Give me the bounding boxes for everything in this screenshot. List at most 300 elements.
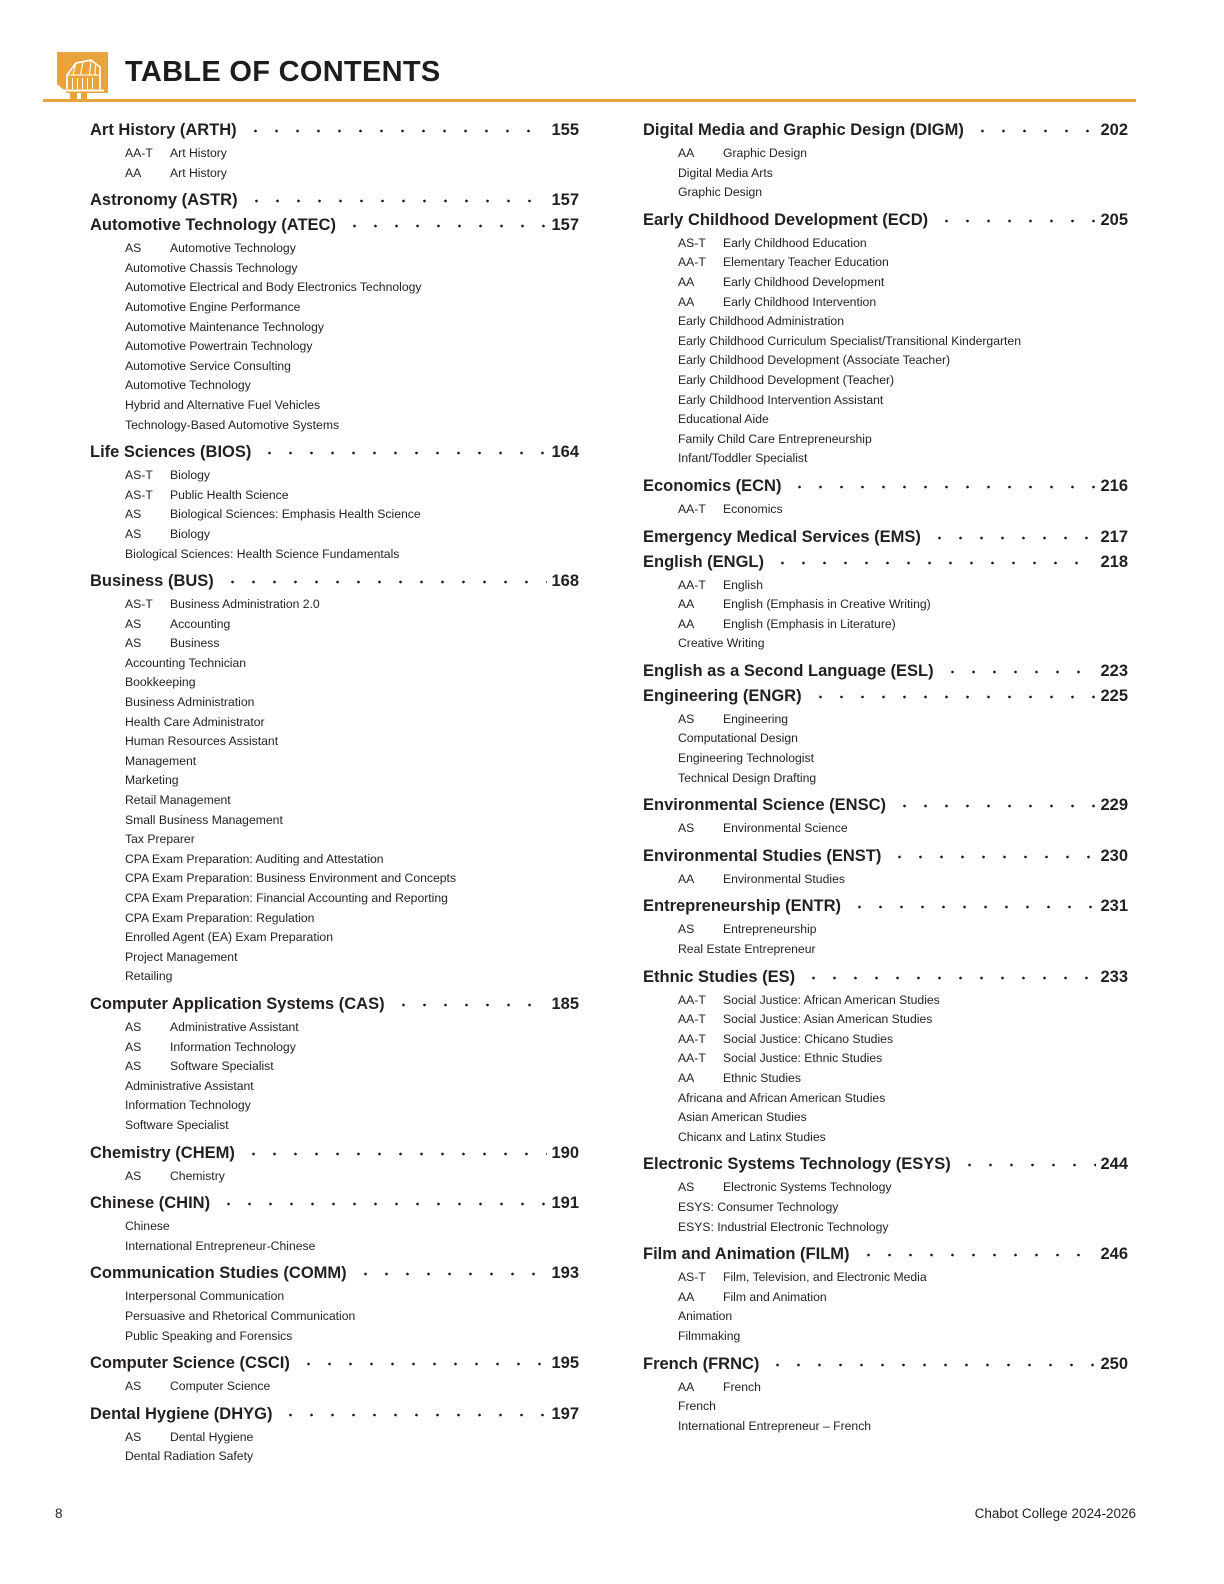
program-name: Biology <box>170 468 210 483</box>
toc-program-item <box>90 278 579 298</box>
toc-heading-title: Engineering (ENGR) <box>643 686 802 705</box>
toc-program-list <box>643 920 1128 959</box>
toc-heading-title: Dental Hygiene (DHYG) <box>90 1404 273 1423</box>
footer-catalog-edition: Chabot College 2024-2026 <box>974 1506 1136 1521</box>
toc-program-item <box>643 769 1128 789</box>
program-name: Accounting Technician <box>125 655 247 670</box>
dot-leader <box>772 561 1096 565</box>
toc-program-item <box>90 239 579 259</box>
program-name: Art History <box>170 165 227 180</box>
toc-program-item <box>90 376 579 396</box>
toc-program-item <box>643 1397 1128 1417</box>
program-name: Elementary Teacher Education <box>723 255 889 270</box>
toc-column-right <box>643 119 1128 1442</box>
toc-program-list <box>643 819 1128 839</box>
toc-program-item <box>90 595 579 615</box>
program-name: Administrative Assistant <box>170 1019 299 1034</box>
toc-program-item <box>90 525 579 545</box>
program-name: Technical Design Drafting <box>678 770 817 785</box>
degree-code: AS-T <box>678 1270 706 1285</box>
degree-code: AA <box>678 146 695 160</box>
program-name: Early Childhood Administration <box>678 314 844 329</box>
toc-heading-title: Computer Science (CSCI) <box>90 1354 290 1373</box>
toc-program-item <box>90 1287 579 1307</box>
toc-program-item <box>90 928 579 948</box>
degree-code: AA <box>678 597 695 612</box>
toc-program-list <box>643 710 1128 788</box>
toc-heading-title: Early Childhood Development (ECD) <box>643 210 929 229</box>
toc-heading-row <box>90 119 579 141</box>
toc-program-item <box>90 164 579 184</box>
toc-heading-row <box>643 685 1128 707</box>
toc-program-item <box>643 293 1128 313</box>
program-name: Tax Preparer <box>125 832 195 847</box>
page-title: TABLE OF CONTENTS <box>125 56 441 88</box>
program-name: English (Emphasis in Literature) <box>723 616 896 631</box>
toc-program-list <box>90 1167 579 1187</box>
dot-leader <box>942 670 1097 674</box>
toc-heading-title: Ethnic Studies (ES) <box>643 967 796 986</box>
program-name: Environmental Science <box>723 821 848 836</box>
toc-heading-title: Economics (ECN) <box>643 476 782 495</box>
toc-program-list <box>643 1378 1128 1437</box>
toc-program-item <box>90 1237 579 1257</box>
toc-program-item <box>90 752 579 772</box>
dot-leader <box>344 224 548 228</box>
toc-program-item <box>90 889 579 909</box>
toc-program-list <box>90 1428 579 1467</box>
toc-page-number: 195 <box>551 1354 579 1373</box>
toc-program-item <box>643 1218 1128 1238</box>
program-name: Information Technology <box>125 1098 251 1113</box>
toc-program-item <box>643 273 1128 293</box>
dot-leader <box>393 1003 548 1007</box>
program-name: Administrative Assistant <box>125 1078 254 1093</box>
toc-program-item <box>90 771 579 791</box>
toc-program-item <box>643 729 1128 749</box>
toc-program-item <box>643 595 1128 615</box>
toc-section <box>90 189 579 211</box>
toc-section <box>643 209 1128 469</box>
toc-program-list <box>643 576 1128 654</box>
degree-code: AA-T <box>678 255 706 270</box>
chabot-college-logo <box>50 52 108 102</box>
toc-program-item <box>643 1178 1128 1198</box>
program-name: Engineering <box>723 711 789 726</box>
toc-program-item <box>90 791 579 811</box>
toc-program-item <box>90 830 579 850</box>
toc-program-item <box>90 396 579 416</box>
toc-heading-row <box>643 895 1128 917</box>
degree-code: AS <box>125 507 142 522</box>
toc-heading-title: Communication Studies (COMM) <box>90 1264 347 1283</box>
program-name: Retailing <box>125 969 173 984</box>
degree-code: AS <box>125 1039 142 1054</box>
toc-section <box>643 895 1128 959</box>
toc-heading-title: Environmental Science (ENSC) <box>643 796 886 815</box>
program-name: CPA Exam Preparation: Regulation <box>125 910 315 925</box>
degree-code: AS <box>125 1168 142 1183</box>
program-name: Asian American Studies <box>678 1110 807 1125</box>
program-name: English <box>723 577 763 592</box>
program-name: Computational Design <box>678 731 798 746</box>
toc-program-item <box>90 1018 579 1038</box>
toc-section <box>643 660 1128 682</box>
toc-program-list <box>643 1178 1128 1237</box>
toc-program-item <box>643 1030 1128 1050</box>
dot-leader <box>767 1363 1096 1367</box>
program-name: Filmmaking <box>678 1328 741 1343</box>
dot-leader <box>889 855 1096 859</box>
program-name: Digital Media Arts <box>678 165 773 180</box>
program-name: Small Business Management <box>125 812 283 827</box>
dot-leader <box>803 976 1096 980</box>
toc-section <box>90 1352 579 1397</box>
toc-page-number: 168 <box>551 572 579 591</box>
toc-program-item <box>90 416 579 436</box>
program-name: Automotive Technology <box>170 241 296 256</box>
toc-program-item <box>90 337 579 357</box>
dot-leader <box>849 905 1096 909</box>
toc-heading-row <box>90 1262 579 1284</box>
toc-page-number: 155 <box>551 121 579 139</box>
dot-leader <box>929 536 1097 540</box>
degree-code: AA <box>125 165 142 180</box>
toc-program-list <box>90 466 579 564</box>
toc-program-item <box>90 713 579 733</box>
toc-program-item <box>90 1447 579 1467</box>
program-name: Chicanx and Latinx Studies <box>678 1129 826 1144</box>
toc-heading-title: Digital Media and Graphic Design (DIGM) <box>643 121 964 139</box>
degree-code: AS <box>125 1379 142 1394</box>
program-name: Early Childhood Intervention <box>723 294 877 309</box>
toc-page-number: 246 <box>1100 1245 1128 1264</box>
toc-section <box>90 1142 579 1187</box>
toc-program-item <box>643 1288 1128 1308</box>
toc-program-list <box>90 1018 579 1136</box>
toc-section <box>643 1353 1128 1437</box>
dot-leader <box>789 485 1096 489</box>
toc-program-item <box>643 870 1128 890</box>
program-name: ESYS: Consumer Technology <box>678 1199 839 1214</box>
program-name: CPA Exam Preparation: Auditing and Attestation <box>125 851 384 866</box>
toc-heading-row <box>643 794 1128 816</box>
degree-code: AS <box>125 1059 142 1074</box>
toc-program-item <box>643 1378 1128 1398</box>
toc-program-item <box>90 144 579 164</box>
toc-program-item <box>90 615 579 635</box>
toc-program-item <box>90 1096 579 1116</box>
toc-section <box>90 441 579 564</box>
program-name: Automotive Chassis Technology <box>125 260 298 275</box>
toc-section <box>643 845 1128 890</box>
toc-program-list <box>90 1287 579 1346</box>
toc-heading-title: Business (BUS) <box>90 572 214 591</box>
toc-page-number: 233 <box>1100 967 1128 986</box>
toc-section <box>90 1262 579 1346</box>
program-name: Early Childhood Development <box>723 274 885 289</box>
degree-code: AS <box>678 1180 695 1195</box>
toc-page-number: 244 <box>1100 1155 1128 1174</box>
program-name: Environmental Studies <box>723 871 845 886</box>
degree-code: AS <box>125 1019 142 1034</box>
degree-code: AA <box>678 294 695 309</box>
toc-heading-title: Emergency Medical Services (EMS) <box>643 527 921 546</box>
toc-program-list <box>643 234 1128 469</box>
toc-program-item <box>90 1327 579 1347</box>
toc-page-number: 197 <box>551 1404 579 1423</box>
program-name: Information Technology <box>170 1039 296 1054</box>
program-name: Automotive Engine Performance <box>125 299 301 314</box>
toc-program-item <box>90 909 579 929</box>
degree-code: AS <box>125 241 142 256</box>
program-name: Accounting <box>170 616 231 631</box>
toc-heading-title: Electronic Systems Technology (ESYS) <box>643 1155 951 1174</box>
toc-program-item <box>643 1307 1128 1327</box>
degree-code: AA-T <box>678 1051 706 1066</box>
toc-program-list <box>90 144 579 183</box>
program-name: Health Care Administrator <box>125 714 265 729</box>
toc-program-item <box>643 253 1128 273</box>
toc-heading-row <box>90 1192 579 1214</box>
toc-heading-title: Entrepreneurship (ENTR) <box>643 897 842 916</box>
degree-code: AA-T <box>678 992 706 1007</box>
toc-page-number: 229 <box>1100 796 1128 815</box>
program-name: English (Emphasis in Creative Writing) <box>723 597 931 612</box>
toc-heading-row <box>90 993 579 1015</box>
toc-program-item <box>90 318 579 338</box>
toc-program-item <box>90 545 579 565</box>
toc-section <box>643 966 1128 1148</box>
toc-program-item <box>90 967 579 987</box>
toc-heading-title: Automotive Technology (ATEC) <box>90 216 336 235</box>
toc-heading-row <box>90 441 579 463</box>
toc-program-list <box>90 1217 579 1256</box>
program-name: International Entrepreneur – French <box>678 1418 872 1433</box>
toc-section <box>643 1243 1128 1346</box>
program-name: Automotive Electrical and Body Electronics Technology <box>125 280 422 295</box>
toc-heading-title: Life Sciences (BIOS) <box>90 443 252 462</box>
toc-page-number: 202 <box>1100 121 1128 139</box>
toc-page-number: 216 <box>1100 476 1128 495</box>
toc-program-item <box>90 486 579 506</box>
program-name: Public Health Science <box>170 487 289 502</box>
degree-code: AS <box>125 526 142 541</box>
toc-program-item <box>643 391 1128 411</box>
toc-section <box>643 1153 1128 1237</box>
toc-program-item <box>90 298 579 318</box>
toc-program-item <box>90 634 579 654</box>
toc-program-item <box>643 234 1128 254</box>
toc-section <box>643 526 1128 548</box>
program-name: Business Administration 2.0 <box>170 597 320 612</box>
toc-section <box>90 570 579 987</box>
degree-code: AA <box>678 616 695 631</box>
program-name: Hybrid and Alternative Fuel Vehicles <box>125 397 321 412</box>
program-name: Project Management <box>125 949 238 964</box>
toc-section <box>643 119 1128 203</box>
degree-code: AS <box>678 821 695 836</box>
toc-heading-row <box>90 1352 579 1374</box>
program-name: Economics <box>723 501 783 516</box>
program-name: Animation <box>678 1309 733 1324</box>
dot-leader <box>298 1362 548 1366</box>
program-name: French <box>723 1379 761 1394</box>
degree-code: AA-T <box>678 1031 706 1046</box>
toc-heading-row <box>643 660 1128 682</box>
toc-program-item <box>643 749 1128 769</box>
program-name: Entrepreneurship <box>723 922 817 937</box>
degree-code: AA-T <box>678 1012 706 1027</box>
toc-program-item <box>643 819 1128 839</box>
degree-code: AS-T <box>125 468 153 483</box>
toc-program-item <box>90 1057 579 1077</box>
program-name: Film and Animation <box>723 1289 827 1304</box>
toc-section <box>643 794 1128 839</box>
degree-code: AA <box>678 274 695 289</box>
program-name: International Entrepreneur-Chinese <box>125 1238 316 1253</box>
toc-program-item <box>643 183 1128 203</box>
program-name: Public Speaking and Forensics <box>125 1328 293 1343</box>
degree-code: AA <box>678 1071 695 1085</box>
dot-leader <box>858 1253 1097 1257</box>
program-name: Chinese <box>125 1219 170 1234</box>
program-name: Dental Hygiene <box>170 1429 254 1444</box>
dot-leader <box>246 199 548 203</box>
toc-page-number: 185 <box>551 994 579 1013</box>
toc-page-number: 230 <box>1100 846 1128 865</box>
dot-leader <box>222 580 548 584</box>
dot-leader <box>280 1413 547 1417</box>
toc-program-item <box>643 1327 1128 1347</box>
program-name: ESYS: Industrial Electronic Technology <box>678 1219 889 1234</box>
program-name: Business Administration <box>125 695 255 710</box>
program-name: Africana and African American Studies <box>678 1090 886 1105</box>
program-name: Graphic Design <box>723 146 807 160</box>
toc-program-item <box>643 312 1128 332</box>
toc-program-list <box>643 1268 1128 1346</box>
degree-code: AS <box>678 711 695 726</box>
program-name: Social Justice: Chicano Studies <box>723 1031 894 1046</box>
toc-heading-row <box>90 1403 579 1425</box>
toc-program-list <box>643 991 1128 1148</box>
program-name: Electronic Systems Technology <box>723 1180 892 1195</box>
program-name: Early Childhood Development (Teacher) <box>678 372 895 387</box>
toc-program-item <box>90 1307 579 1327</box>
toc-section <box>643 551 1128 654</box>
toc-program-item <box>643 351 1128 371</box>
program-name: Retail Management <box>125 793 231 808</box>
toc-program-item <box>643 1108 1128 1128</box>
toc-program-list <box>90 1377 579 1397</box>
program-name: Art History <box>170 146 227 160</box>
program-name: Educational Aide <box>678 412 769 427</box>
toc-heading-title: Astronomy (ASTR) <box>90 191 238 210</box>
dot-leader <box>959 1163 1097 1167</box>
toc-program-item <box>643 1089 1128 1109</box>
toc-program-item <box>643 1049 1128 1069</box>
toc-heading-row <box>643 845 1128 867</box>
toc-program-item <box>643 1417 1128 1437</box>
toc-heading-row <box>643 551 1128 573</box>
toc-program-item <box>90 811 579 831</box>
dot-leader <box>972 129 1097 133</box>
toc-heading-title: Film and Animation (FILM) <box>643 1245 850 1264</box>
program-name: Infant/Toddler Specialist <box>678 451 808 466</box>
toc-heading-row <box>643 475 1128 497</box>
toc-program-item <box>90 1077 579 1097</box>
toc-program-item <box>643 1268 1128 1288</box>
degree-code: AA <box>678 1379 695 1394</box>
toc-heading-title: Environmental Studies (ENST) <box>643 846 882 865</box>
degree-code: AS <box>125 1429 142 1444</box>
program-name: Graphic Design <box>678 185 762 200</box>
toc-heading-title: Computer Application Systems (CAS) <box>90 994 385 1013</box>
toc-section <box>90 119 579 183</box>
toc-program-item <box>90 1167 579 1187</box>
toc-program-item <box>643 710 1128 730</box>
program-name: Software Specialist <box>170 1059 274 1074</box>
toc-heading-row <box>643 526 1128 548</box>
degree-code: AS-T <box>125 487 153 502</box>
degree-code: AA-T <box>678 501 706 516</box>
toc-program-item <box>643 500 1128 520</box>
toc-program-item <box>90 732 579 752</box>
toc-heading-row <box>643 1353 1128 1375</box>
dot-leader <box>810 695 1097 699</box>
toc-page-number: 205 <box>1100 210 1128 229</box>
toc-section <box>90 214 579 435</box>
toc-section <box>90 993 579 1136</box>
toc-program-item <box>643 634 1128 654</box>
program-name: Technology-Based Automotive Systems <box>125 417 340 432</box>
degree-code: AA <box>678 1289 695 1304</box>
toc-section <box>90 1192 579 1256</box>
toc-program-item <box>643 991 1128 1011</box>
toc-section <box>643 475 1128 520</box>
toc-program-item <box>643 1010 1128 1030</box>
toc-page-number: 157 <box>551 216 579 235</box>
toc-page-number: 190 <box>551 1143 579 1162</box>
toc-page-number: 231 <box>1100 897 1128 916</box>
toc-program-item <box>643 430 1128 450</box>
toc-heading-row <box>643 966 1128 988</box>
toc-program-item <box>90 1217 579 1237</box>
program-name: Dental Radiation Safety <box>125 1449 254 1464</box>
toc-heading-row <box>643 209 1128 231</box>
program-name: Enrolled Agent (EA) Exam Preparation <box>125 930 333 945</box>
toc-program-item <box>643 1128 1128 1148</box>
toc-heading-row <box>90 214 579 236</box>
toc-program-list <box>90 595 579 987</box>
program-name: Biology <box>170 526 210 541</box>
toc-program-item <box>643 1069 1128 1089</box>
toc-program-item <box>643 332 1128 352</box>
degree-code: AS-T <box>678 235 706 250</box>
toc-section <box>643 685 1128 788</box>
program-name: Social Justice: Ethnic Studies <box>723 1051 883 1066</box>
toc-page-number: 218 <box>1100 552 1128 571</box>
program-name: Bookkeeping <box>125 675 196 690</box>
program-name: Business <box>170 636 220 651</box>
dot-leader <box>243 1152 548 1156</box>
program-name: Marketing <box>125 773 179 788</box>
toc-heading-row <box>90 1142 579 1164</box>
toc-page-number: 225 <box>1100 686 1128 705</box>
toc-program-item <box>90 1038 579 1058</box>
toc-program-list <box>643 870 1128 890</box>
toc-program-item <box>90 673 579 693</box>
